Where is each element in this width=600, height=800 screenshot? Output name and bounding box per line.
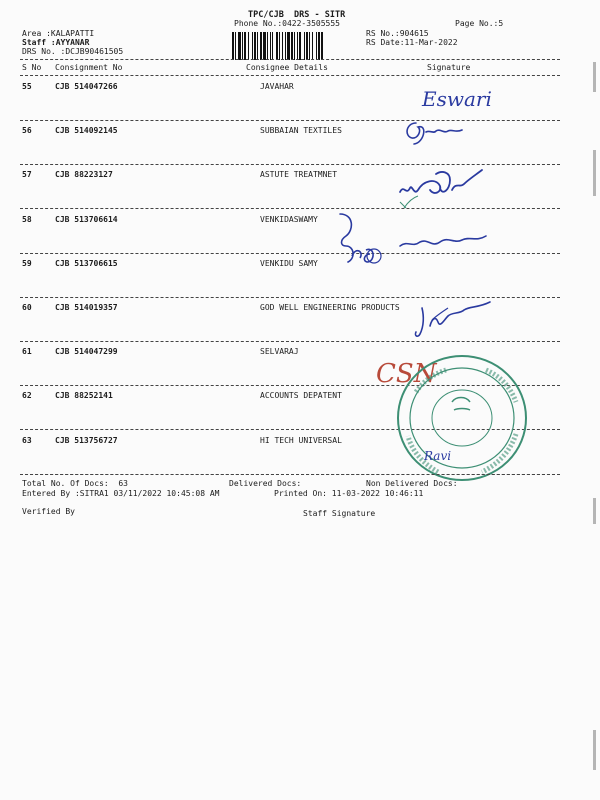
consignee-name: SUBBAIAN TEXTILES: [260, 126, 342, 136]
barcode-bar: [244, 32, 246, 60]
signature-astute: [396, 166, 496, 210]
barcode-bar: [287, 32, 290, 60]
serial-number: 59: [22, 258, 32, 268]
barcode-bar: [312, 32, 313, 60]
page-number: Page No.:5: [455, 19, 504, 28]
footer-divider: [20, 474, 560, 475]
scan-edge-mark: [593, 498, 596, 524]
consignment-number: CJB 513706615: [55, 258, 118, 268]
barcode-bar: [316, 32, 317, 60]
serial-number: 61: [22, 347, 32, 357]
consignee-name: VENKIDASWAMY: [260, 214, 318, 224]
consignee-name: HI TECH UNIVERSAL: [260, 435, 342, 445]
consignee-name: ACCOUNTS DEPATENT: [260, 391, 342, 401]
document-title: TPC/CJB DRS - SITR: [248, 10, 346, 20]
barcode-bar: [291, 32, 293, 60]
row-divider: [20, 120, 560, 121]
barcode-bar: [242, 32, 243, 60]
barcode-bar: [304, 32, 305, 60]
non-delivered-docs: Non Delivered Docs:: [366, 479, 458, 488]
barcode-bar: [248, 32, 249, 60]
barcode-bar: [282, 32, 283, 60]
barcode-bar: [279, 32, 280, 60]
consignment-number: CJB 513756727: [55, 435, 118, 445]
barcode-bar: [252, 32, 253, 60]
signature-godwell: [408, 298, 498, 344]
consignee-name: ASTUTE TREATMNET: [260, 170, 338, 180]
signature-text: CSN: [376, 359, 437, 389]
barcode-bar: [309, 32, 310, 60]
barcode-bar: [260, 32, 262, 60]
serial-number: 63: [22, 435, 32, 445]
serial-number: 60: [22, 303, 32, 312]
rs-number: RS No.:904615: [366, 29, 429, 38]
barcode: [232, 32, 358, 60]
barcode-bar: [232, 32, 234, 60]
barcode-bar: [272, 32, 273, 60]
staff-label: Staff :AYYANAR: [22, 38, 90, 47]
column-header-sno: S No: [22, 63, 42, 72]
signature-text: Eswari: [422, 87, 492, 111]
delivered-docs: Delivered Docs:: [229, 479, 302, 488]
serial-number: 57: [22, 170, 32, 180]
signature-eswari: [418, 84, 508, 114]
consignee-name: SELVARAJ: [260, 347, 299, 357]
scan-edge-mark: [593, 62, 596, 92]
column-header-consignment: Consignment No: [55, 63, 123, 72]
area-label: Area :KALAPATTI: [22, 29, 95, 38]
consignment-number: CJB 88252141: [55, 391, 113, 401]
serial-number: 56: [22, 126, 32, 136]
consignment-number: CJB 513706614: [55, 214, 118, 224]
barcode-bar: [297, 32, 298, 60]
column-header-divider: [20, 75, 560, 76]
consignment-number: CJB 88223127: [55, 170, 113, 180]
header-divider: [20, 59, 560, 60]
consignment-number: CJB 514047266: [55, 82, 118, 91]
barcode-bar: [267, 32, 268, 60]
rs-date: RS Date:11-Mar-2022: [366, 38, 458, 47]
barcode-bar: [238, 32, 241, 60]
signature-subbaian: [400, 118, 470, 146]
consignment-number: CJB 514092145: [55, 126, 118, 136]
serial-number: 55: [22, 82, 32, 91]
verified-by: Verified By: [22, 507, 75, 516]
company-stamp: [394, 352, 530, 484]
printed-on: Printed On: 11-03-2022 10:46:11: [274, 489, 424, 498]
entered-by: Entered By :SITRA1 03/11/2022 10:45:08 AM: [22, 489, 220, 498]
barcode-bar: [257, 32, 258, 60]
barcode-bar: [285, 32, 286, 60]
barcode-bar: [321, 32, 323, 60]
barcode-bar: [318, 32, 320, 60]
staff-signature-label: Staff Signature: [303, 509, 376, 518]
consignment-number: CJB 514047299: [55, 347, 118, 357]
barcode-bar: [254, 32, 256, 60]
consignee-name: VENKIDU SAMY: [260, 258, 318, 268]
column-header-signature: Signature: [427, 63, 471, 72]
column-header-consignee: Consignee Details: [246, 63, 328, 72]
barcode-bar: [235, 32, 236, 60]
barcode-bar: [276, 32, 278, 60]
barcode-bar: [270, 32, 271, 60]
barcode-bar: [306, 32, 308, 60]
phone-number: Phone No.:0422-3505555: [234, 19, 340, 28]
drs-number: DRS No. :DCJB90461505: [22, 47, 124, 56]
consignee-name: GOD WELL ENGINEERING PRODUCTS: [260, 303, 400, 312]
total-docs: Total No. Of Docs: 63: [22, 479, 128, 488]
scan-edge-mark: [593, 730, 596, 770]
barcode-bar: [263, 32, 266, 60]
consignment-number: CJB 514019357: [55, 303, 118, 312]
stamp-signature: Ravi: [424, 449, 452, 463]
barcode-bar: [294, 32, 295, 60]
serial-number: 58: [22, 214, 32, 224]
barcode-bar: [299, 32, 301, 60]
signature-venkidaswamy: [336, 210, 506, 280]
consignee-name: JAVAHAR: [260, 82, 294, 91]
serial-number: 62: [22, 391, 32, 401]
scan-edge-mark: [593, 150, 596, 196]
